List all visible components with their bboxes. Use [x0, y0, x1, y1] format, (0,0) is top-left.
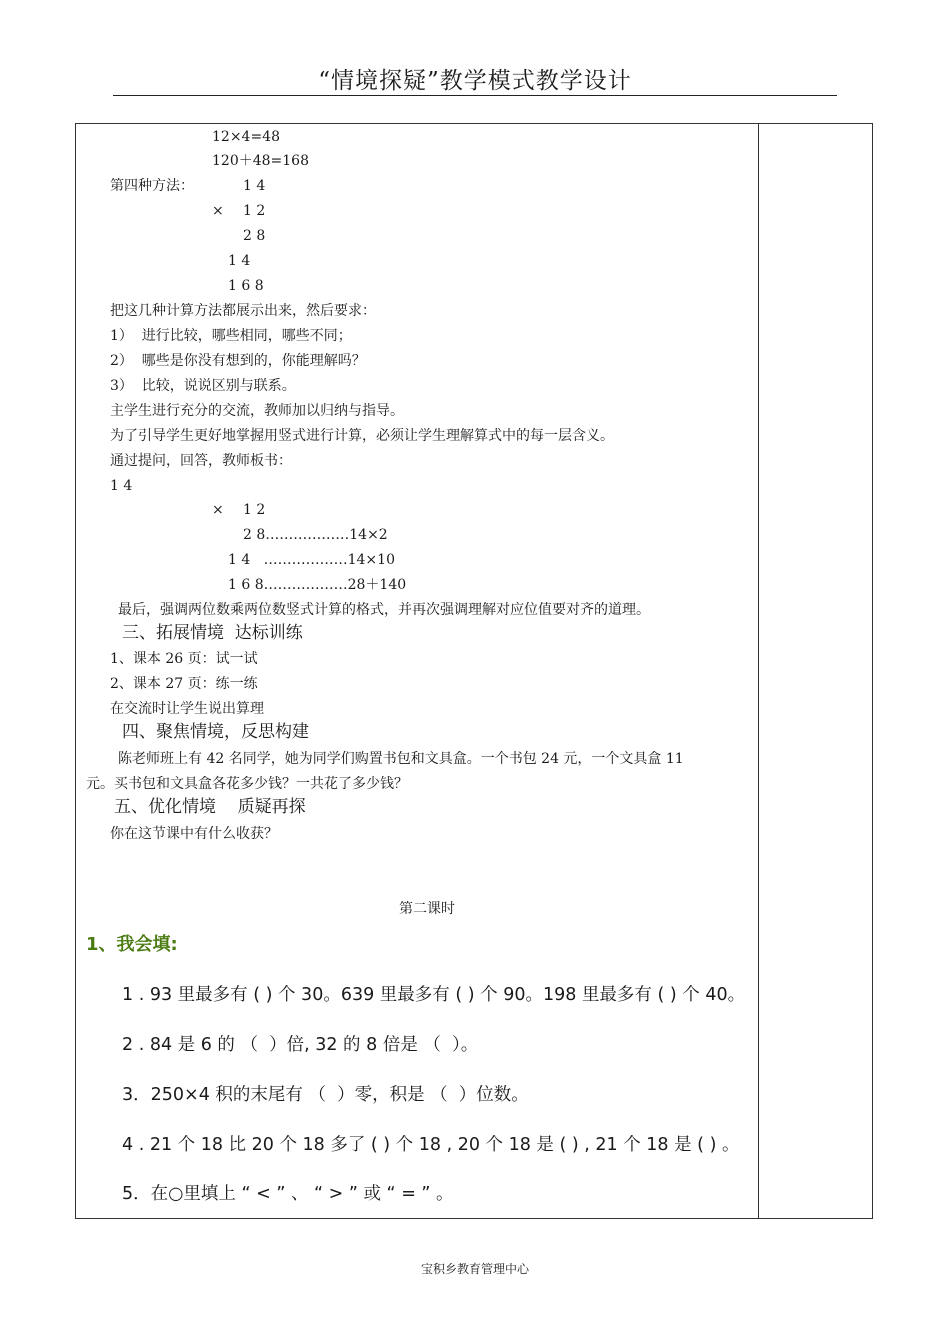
text-line: 主学生进行充分的交流，教师加以归纳与指导。	[110, 403, 404, 419]
board-calc: 1 2	[243, 502, 266, 518]
text-line: 陈老师班上有 42 名同学，她为同学们购置书包和文具盒。一个书包 24 元，一个文具盒 11	[118, 751, 684, 767]
board-calc: 1 6 8………………28＋140	[228, 577, 407, 593]
section-heading: 五、优化情境 质疑再探	[114, 797, 306, 817]
footer-text: 宝积乡教育管理中心	[420, 1262, 529, 1276]
vertical-calc: 1 2	[243, 203, 266, 219]
exercise-item: 2 . 84 是 6 的 （ ）倍, 32 的 8 倍是 （ ）。	[122, 1035, 479, 1055]
calc-line: 12×4=48	[212, 129, 280, 145]
text-line: 把这几种计算方法都展示出来，然后要求：	[110, 303, 376, 319]
vertical-calc: 1 4	[228, 253, 251, 269]
exercise-heading: 1、我会填:	[86, 934, 178, 955]
board-calc: 2 8………………14×2	[243, 527, 388, 543]
page-title: “情境探疑”教学模式教学设计	[318, 68, 632, 94]
text-line: 1、课本 26 页：试一试	[110, 651, 258, 667]
exercise-item: 1 . 93 里最多有 ( ) 个 30。639 里最多有 ( ) 个 90。198 里最多有 ( ) 个 40。	[122, 985, 746, 1005]
vertical-calc: 1 6 8	[228, 278, 264, 294]
exercise-item: 4 . 21 个 18 比 20 个 18 多了 ( ) 个 18 , 20 个 18 是 ( ) , 21 个 18 是 ( ) 。	[122, 1135, 740, 1155]
vertical-calc: 2 8	[243, 228, 266, 244]
board-calc: 1 4	[110, 478, 133, 494]
text-line: 3） 比较，说说区别与联系。	[110, 378, 296, 394]
times-sign: ×	[212, 203, 224, 219]
lesson-heading: 第二课时	[399, 901, 455, 917]
exercise-item: 5．在○里填上 “ < ” 、 “ > ” 或 “ = ” 。	[122, 1184, 454, 1204]
times-sign: ×	[212, 502, 224, 518]
text-line: 2、课本 27 页：练一练	[110, 676, 258, 692]
header-rule	[113, 95, 837, 96]
text-line: 为了引导学生更好地掌握用竖式进行计算，必须让学生理解算式中的每一层含义。	[110, 428, 614, 444]
board-calc: 1 4 ………………14×10	[228, 552, 395, 568]
text-line: 最后，强调两位数乘两位数竖式计算的格式，并再次强调理解对应位值要对齐的道理。	[118, 602, 650, 618]
exercise-item: 3．250×4 积的末尾有 （ ）零，积是 （ ）位数。	[122, 1085, 529, 1105]
text-line: 通过提问，回答，教师板书：	[110, 453, 292, 469]
text-line: 你在这节课中有什么收获？	[110, 826, 278, 842]
method-heading: 第四种方法：	[110, 178, 194, 194]
section-heading: 四、聚焦情境，反思构建	[122, 722, 309, 742]
text-line: 1） 进行比较，哪些相同，哪些不同；	[110, 328, 352, 344]
section-heading: 三、拓展情境 达标训练	[122, 623, 303, 643]
remarks-column-divider	[758, 123, 759, 1219]
text-line: 在交流时让学生说出算理	[110, 701, 264, 717]
vertical-calc: 1 4	[243, 178, 266, 194]
text-line: 元。买书包和文具盒各花多少钱？一共花了多少钱？	[86, 776, 408, 792]
text-line: 2） 哪些是你没有想到的，你能理解吗？	[110, 353, 366, 369]
calc-line: 120＋48=168	[212, 153, 309, 169]
